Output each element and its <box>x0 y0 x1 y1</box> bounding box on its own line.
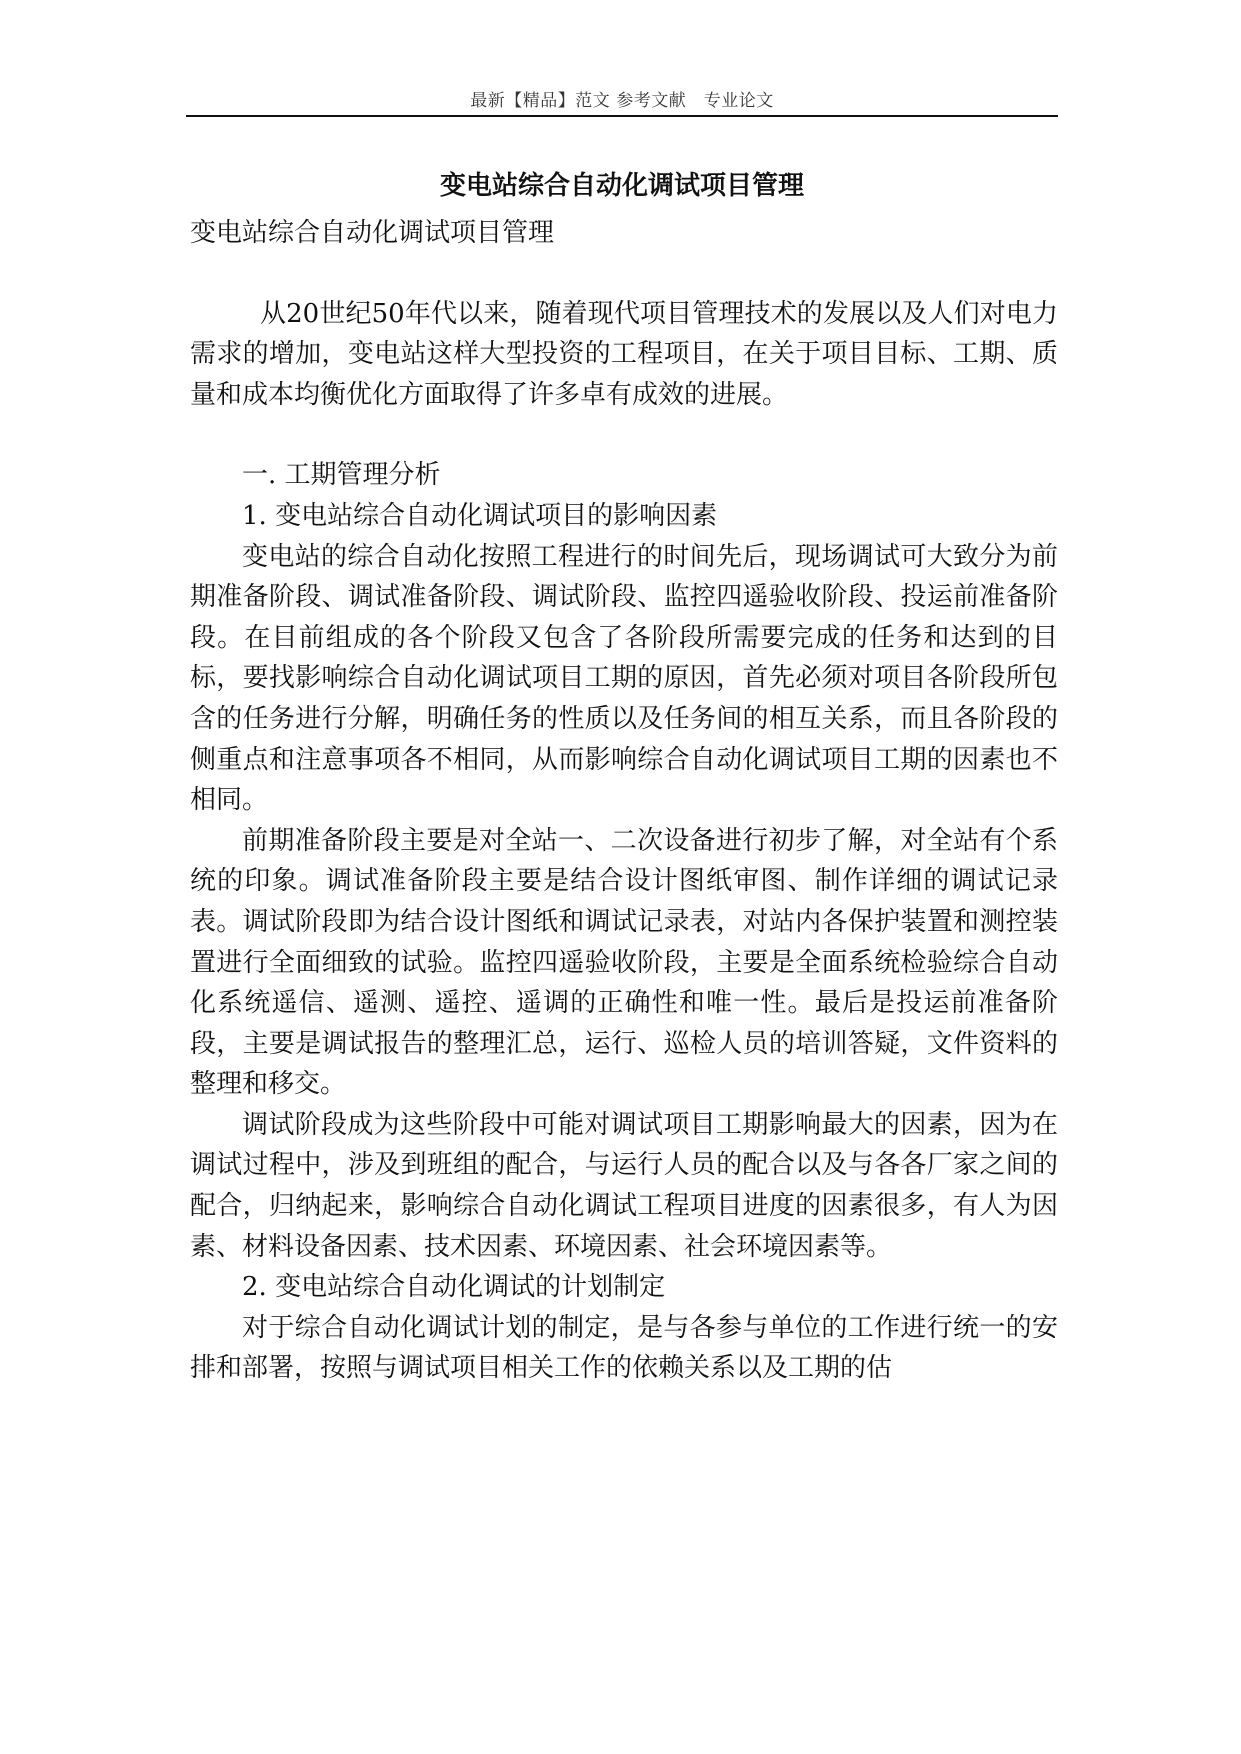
document-title: 变电站综合自动化调试项目管理 <box>439 171 804 201</box>
header-rule <box>186 115 1058 117</box>
body-paragraph: 对于综合自动化调试计划的制定，是与各参与单位的工作进行统一的安排和部署，按照与调试项目相关工作的依赖关系以及工期的估 <box>190 1312 1058 1384</box>
running-header: 最新【精品】范文 参考文献 专业论文 <box>470 91 774 111</box>
document-subtitle: 变电站综合自动化调试项目管理 <box>190 218 555 248</box>
body-paragraph: 变电站的综合自动化按照工程进行的时间先后，现场调试可大致分为前期准备阶段、调试准备阶段、调试阶段、监控四遥验收阶段、投运前准备阶段。在目前组成的各个阶段又包含了各阶段所需要完成的任务和达到的目标，要找影响综合自动化调试项目工期的原因，首先必须对项目各阶段所包含的任务进行分解，明确任务的性质以及任务间的相互关系，而且各阶段的侧重点和注意事项各不相同，从而影响综合自动化调试项目工期的因素也不相同。 <box>190 541 1058 816</box>
subsection-heading: 2. 变电站综合自动化调试的计划制定 <box>242 1272 666 1303</box>
body-paragraph: 调试阶段成为这些阶段中可能对调试项目工期影响最大的因素，因为在调试过程中，涉及到班组的配合，与运行人员的配合以及与各各厂家之间的配合，归纳起来，影响综合自动化调试工程项目进度的因素很多，有人为因素、材料设备因素、技术因素、环境因素、社会环境因素等。 <box>190 1109 1058 1262</box>
section-heading: 一. 工期管理分析 <box>242 460 441 491</box>
intro-paragraph: 从20世纪50年代以来，随着现代项目管理技术的发展以及人们对电力需求的增加，变电站这样大型投资的工程项目，在关于项目目标、工期、质量和成本均衡优化方面取得了许多卓有成效的进展。 <box>190 298 1058 410</box>
subsection-heading: 1. 变电站综合自动化调试项目的影响因素 <box>242 500 718 531</box>
document-body <box>190 213 1058 1389</box>
body-paragraph: 前期准备阶段主要是对全站一、二次设备进行初步了解，对全站有个系统的印象。调试准备阶段主要是结合设计图纸审图、制作详细的调试记录表。调试阶段即为结合设计图纸和调试记录表，对站内各保护装置和测控装置进行全面细致的试验。监控四遥验收阶段，主要是全面系统检验综合自动化系统遥信、遥测、遥控、遥调的正确性和唯一性。最后是投运前准备阶段，主要是调试报告的整理汇总，运行、巡检人员的培训答疑，文件资料的整理和移交。 <box>190 825 1058 1100</box>
